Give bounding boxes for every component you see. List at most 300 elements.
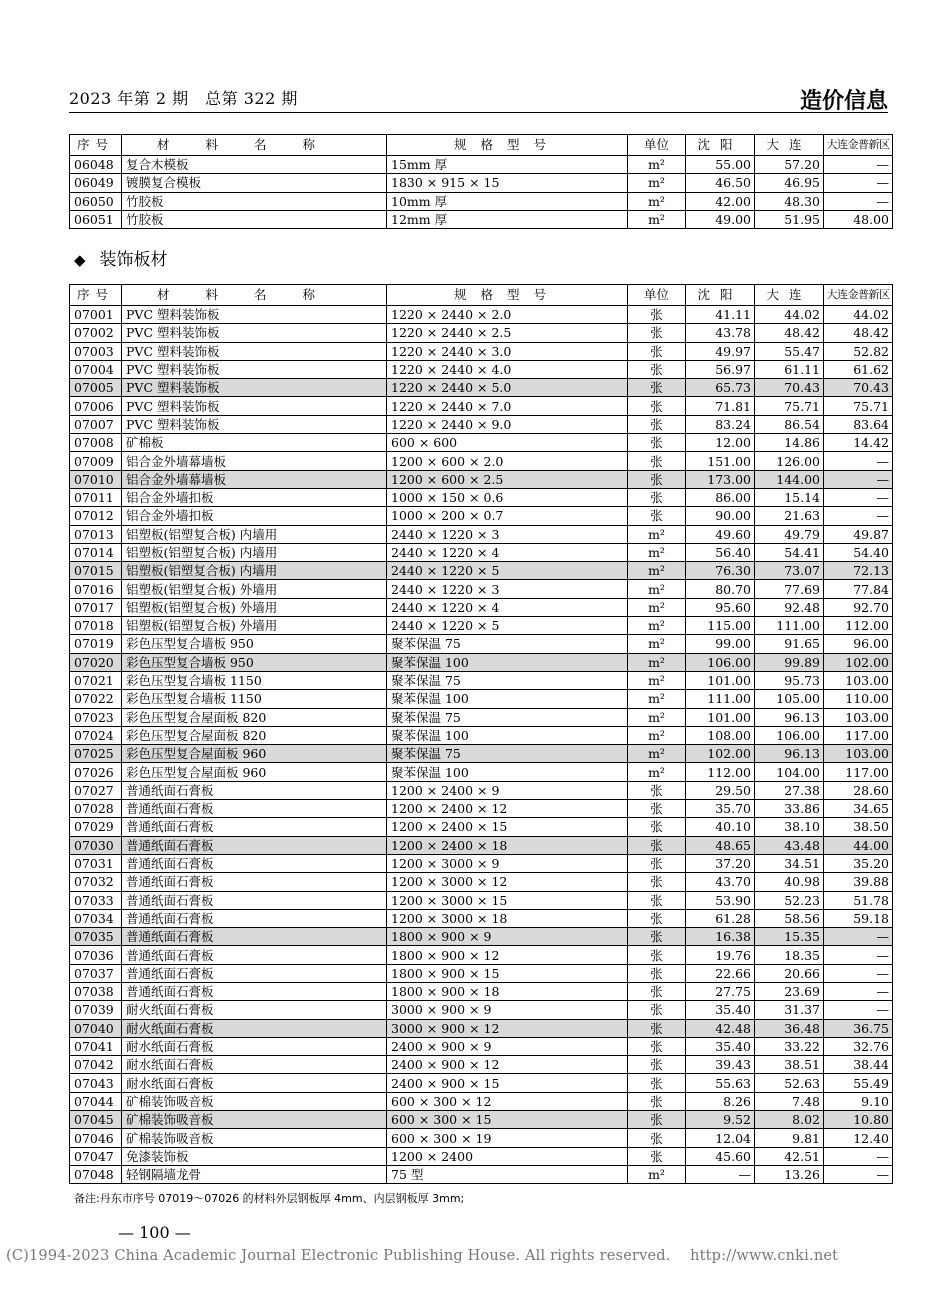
cell-spec: 1800 × 900 × 12 xyxy=(387,946,628,964)
cell-name: 铝塑板(铝塑复合板) 内墙用 xyxy=(122,562,387,580)
cell-dalian: 40.98 xyxy=(755,873,824,891)
cell-jinpu: 44.00 xyxy=(824,836,893,854)
cell-code: 07042 xyxy=(70,1056,122,1074)
cell-unit: 张 xyxy=(628,873,686,891)
table-row xyxy=(70,1111,893,1129)
cell-jinpu: — xyxy=(824,488,893,506)
cell-shenyang: 43.70 xyxy=(686,873,755,891)
cell-shenyang: 37.20 xyxy=(686,854,755,872)
cell-unit: 张 xyxy=(628,1019,686,1037)
cell-unit: 张 xyxy=(628,488,686,506)
cell-jinpu: 102.00 xyxy=(824,653,893,671)
cell-spec: 2440 × 1220 × 3 xyxy=(387,525,628,543)
cell-name: 复合木模板 xyxy=(122,156,387,174)
cell-dalian: 33.86 xyxy=(755,800,824,818)
table-row xyxy=(70,598,893,616)
cell-spec: 1220 × 2440 × 7.0 xyxy=(387,397,628,415)
cell-jinpu: 49.87 xyxy=(824,525,893,543)
cell-code: 07015 xyxy=(70,562,122,580)
cell-jinpu: 61.62 xyxy=(824,360,893,378)
cell-shenyang: 80.70 xyxy=(686,580,755,598)
cell-jinpu: 39.88 xyxy=(824,873,893,891)
cell-shenyang: 111.00 xyxy=(686,690,755,708)
header-rule xyxy=(69,112,888,113)
table-row xyxy=(70,836,893,854)
cell-unit: 张 xyxy=(628,452,686,470)
cell-shenyang: 16.38 xyxy=(686,928,755,946)
cell-shenyang: 56.40 xyxy=(686,543,755,561)
cell-unit: m² xyxy=(628,653,686,671)
cell-dalian: 57.20 xyxy=(755,156,824,174)
table-row xyxy=(70,964,893,982)
table-row xyxy=(70,653,893,671)
cell-jinpu: 28.60 xyxy=(824,781,893,799)
cell-unit: 张 xyxy=(628,1056,686,1074)
cell-shenyang: 45.60 xyxy=(686,1147,755,1165)
cell-spec: 600 × 300 × 19 xyxy=(387,1129,628,1147)
cell-unit: 张 xyxy=(628,781,686,799)
cell-jinpu: — xyxy=(824,928,893,946)
cell-name: 竹胶板 xyxy=(122,210,387,228)
cell-unit: 张 xyxy=(628,470,686,488)
cell-dalian: 27.38 xyxy=(755,781,824,799)
cell-unit: m² xyxy=(628,562,686,580)
cell-code: 07010 xyxy=(70,470,122,488)
col-header-spec: 规格型号 xyxy=(387,135,628,156)
cell-code: 07048 xyxy=(70,1165,122,1183)
table-row xyxy=(70,1147,893,1165)
cell-dalian: 111.00 xyxy=(755,617,824,635)
table-row xyxy=(70,891,893,909)
cell-unit: m² xyxy=(628,671,686,689)
cell-spec: 2400 × 900 × 9 xyxy=(387,1037,628,1055)
cell-name: 铝合金外墙扣板 xyxy=(122,507,387,525)
table-row xyxy=(70,507,893,525)
cell-shenyang: 35.70 xyxy=(686,800,755,818)
copyright-notice: (C)1994-2023 China Academic Journal Electronic Publishing House. All rights reserved. http://www.cnki.net xyxy=(6,1248,839,1264)
cell-jinpu: — xyxy=(824,156,893,174)
diamond-icon: ◆ xyxy=(74,251,86,269)
cell-shenyang: 83.24 xyxy=(686,415,755,433)
cell-name: 普通纸面石膏板 xyxy=(122,928,387,946)
cell-unit: 张 xyxy=(628,342,686,360)
cell-dalian: 7.48 xyxy=(755,1092,824,1110)
table-row xyxy=(70,671,893,689)
cell-dalian: 15.35 xyxy=(755,928,824,946)
col-header-spec: 规格型号 xyxy=(387,285,628,306)
cell-jinpu: 44.02 xyxy=(824,306,893,324)
cell-shenyang: 42.00 xyxy=(686,192,755,210)
cell-jinpu: — xyxy=(824,452,893,470)
cell-shenyang: 53.90 xyxy=(686,891,755,909)
cell-spec: 聚苯保温 75 xyxy=(387,635,628,653)
cell-spec: 2440 × 1220 × 4 xyxy=(387,543,628,561)
cell-shenyang: 35.40 xyxy=(686,1037,755,1055)
table-header-row xyxy=(70,135,893,156)
cell-spec: 聚苯保温 75 xyxy=(387,671,628,689)
cell-name: 铝塑板(铝塑复合板) 外墙用 xyxy=(122,598,387,616)
cell-unit: 张 xyxy=(628,397,686,415)
cell-code: 07025 xyxy=(70,745,122,763)
cell-code: 07040 xyxy=(70,1019,122,1037)
cell-name: 铝合金外墙扣板 xyxy=(122,488,387,506)
cell-shenyang: 76.30 xyxy=(686,562,755,580)
cell-shenyang: 56.97 xyxy=(686,360,755,378)
cell-jinpu: 48.00 xyxy=(824,210,893,228)
cell-shenyang: 95.60 xyxy=(686,598,755,616)
table-row xyxy=(70,1074,893,1092)
table-row xyxy=(70,174,893,192)
table-row xyxy=(70,763,893,781)
table-row xyxy=(70,745,893,763)
cell-jinpu: 10.80 xyxy=(824,1111,893,1129)
cell-name: 普通纸面石膏板 xyxy=(122,854,387,872)
cell-name: PVC 塑料装饰板 xyxy=(122,360,387,378)
cell-dalian: 42.51 xyxy=(755,1147,824,1165)
cell-spec: 1220 × 2440 × 4.0 xyxy=(387,360,628,378)
cell-unit: 张 xyxy=(628,306,686,324)
cell-code: 07032 xyxy=(70,873,122,891)
cell-name: 铝塑板(铝塑复合板) 内墙用 xyxy=(122,543,387,561)
table-row xyxy=(70,946,893,964)
cell-unit: 张 xyxy=(628,891,686,909)
cell-dalian: 46.95 xyxy=(755,174,824,192)
cell-jinpu: 34.65 xyxy=(824,800,893,818)
cell-name: 铝塑板(铝塑复合板) 外墙用 xyxy=(122,617,387,635)
cell-shenyang: 48.65 xyxy=(686,836,755,854)
table-row xyxy=(70,1165,893,1183)
table-row xyxy=(70,800,893,818)
cell-shenyang: 151.00 xyxy=(686,452,755,470)
cell-code: 07019 xyxy=(70,635,122,653)
cell-code: 07023 xyxy=(70,708,122,726)
cell-jinpu: 110.00 xyxy=(824,690,893,708)
table-row xyxy=(70,452,893,470)
cell-code: 06051 xyxy=(70,210,122,228)
cell-unit: m² xyxy=(628,708,686,726)
journal-title: 造价信息 xyxy=(799,89,888,114)
cell-spec: 1200 × 3000 × 15 xyxy=(387,891,628,909)
table-row xyxy=(70,690,893,708)
cell-unit: 张 xyxy=(628,1147,686,1165)
cell-code: 07029 xyxy=(70,818,122,836)
cell-spec: 1200 × 600 × 2.0 xyxy=(387,452,628,470)
cell-name: 竹胶板 xyxy=(122,192,387,210)
table-row xyxy=(70,928,893,946)
col-header-shenyang: 沈阳 xyxy=(686,135,755,156)
cell-shenyang: 49.97 xyxy=(686,342,755,360)
cell-dalian: 13.26 xyxy=(755,1165,824,1183)
cell-unit: 张 xyxy=(628,964,686,982)
cell-shenyang: 106.00 xyxy=(686,653,755,671)
cell-jinpu: 92.70 xyxy=(824,598,893,616)
cell-shenyang: 61.28 xyxy=(686,909,755,927)
cell-jinpu: — xyxy=(824,1165,893,1183)
cell-jinpu: 52.82 xyxy=(824,342,893,360)
cell-dalian: 73.07 xyxy=(755,562,824,580)
cell-jinpu: 112.00 xyxy=(824,617,893,635)
cell-code: 07006 xyxy=(70,397,122,415)
cell-shenyang: 19.76 xyxy=(686,946,755,964)
cell-jinpu: — xyxy=(824,1001,893,1019)
cell-name: 普通纸面石膏板 xyxy=(122,964,387,982)
cell-name: 耐火纸面石膏板 xyxy=(122,1019,387,1037)
cell-spec: 聚苯保温 75 xyxy=(387,745,628,763)
cell-spec: 1220 × 2440 × 9.0 xyxy=(387,415,628,433)
cell-spec: 12mm 厚 xyxy=(387,210,628,228)
cell-dalian: 86.54 xyxy=(755,415,824,433)
cell-jinpu: — xyxy=(824,174,893,192)
cell-jinpu: 38.50 xyxy=(824,818,893,836)
cell-spec: 1200 × 3000 × 12 xyxy=(387,873,628,891)
footnote: 备注:丹东市序号 07019～07026 的材料外层钢板厚 4mm、内层钢板厚 3mm; xyxy=(74,1192,465,1205)
cell-name: 免漆装饰板 xyxy=(122,1147,387,1165)
cell-shenyang: 27.75 xyxy=(686,982,755,1000)
cell-unit: 张 xyxy=(628,1001,686,1019)
table-row xyxy=(70,726,893,744)
cell-dalian: 8.02 xyxy=(755,1111,824,1129)
cell-shenyang: 29.50 xyxy=(686,781,755,799)
table-row xyxy=(70,379,893,397)
table-row xyxy=(70,192,893,210)
cell-dalian: 48.42 xyxy=(755,324,824,342)
cell-unit: 张 xyxy=(628,800,686,818)
cell-unit: m² xyxy=(628,1165,686,1183)
cell-unit: m² xyxy=(628,690,686,708)
cell-jinpu: 103.00 xyxy=(824,708,893,726)
table-row xyxy=(70,415,893,433)
cell-code: 07002 xyxy=(70,324,122,342)
table-row xyxy=(70,854,893,872)
cell-dalian: 96.13 xyxy=(755,708,824,726)
cell-shenyang: 101.00 xyxy=(686,708,755,726)
cell-spec: 1200 × 2400 × 12 xyxy=(387,800,628,818)
col-header-shenyang: 沈阳 xyxy=(686,285,755,306)
table-row xyxy=(70,635,893,653)
cell-code: 06050 xyxy=(70,192,122,210)
cell-code: 07034 xyxy=(70,909,122,927)
cell-shenyang: 42.48 xyxy=(686,1019,755,1037)
cell-dalian: 51.95 xyxy=(755,210,824,228)
cell-name: 普通纸面石膏板 xyxy=(122,800,387,818)
table-header-row xyxy=(70,285,893,306)
cell-jinpu: 70.43 xyxy=(824,379,893,397)
cell-code: 07012 xyxy=(70,507,122,525)
cell-shenyang: 86.00 xyxy=(686,488,755,506)
cell-code: 07018 xyxy=(70,617,122,635)
cell-code: 07016 xyxy=(70,580,122,598)
cell-spec: 2440 × 1220 × 5 xyxy=(387,562,628,580)
cell-code: 07024 xyxy=(70,726,122,744)
cell-shenyang: 71.81 xyxy=(686,397,755,415)
cell-unit: m² xyxy=(628,174,686,192)
cell-jinpu: 72.13 xyxy=(824,562,893,580)
table-row xyxy=(70,781,893,799)
cell-shenyang: 43.78 xyxy=(686,324,755,342)
cell-dalian: 33.22 xyxy=(755,1037,824,1055)
table-row xyxy=(70,1001,893,1019)
cell-spec: 2440 × 1220 × 5 xyxy=(387,617,628,635)
cell-dalian: 96.13 xyxy=(755,745,824,763)
table-row xyxy=(70,873,893,891)
table-row xyxy=(70,818,893,836)
cell-jinpu: 55.49 xyxy=(824,1074,893,1092)
cell-name: 普通纸面石膏板 xyxy=(122,873,387,891)
cell-code: 07007 xyxy=(70,415,122,433)
cell-jinpu: 77.84 xyxy=(824,580,893,598)
cell-shenyang: 9.52 xyxy=(686,1111,755,1129)
cell-name: PVC 塑料装饰板 xyxy=(122,324,387,342)
cell-shenyang: 35.40 xyxy=(686,1001,755,1019)
table-row xyxy=(70,306,893,324)
cell-spec: 1200 × 3000 × 9 xyxy=(387,854,628,872)
cell-dalian: 126.00 xyxy=(755,452,824,470)
cell-name: 彩色压型复合屋面板 960 xyxy=(122,763,387,781)
cell-name: 铝塑板(铝塑复合板) 外墙用 xyxy=(122,580,387,598)
cell-jinpu: — xyxy=(824,982,893,1000)
cell-code: 07035 xyxy=(70,928,122,946)
cell-dalian: 44.02 xyxy=(755,306,824,324)
cell-unit: m² xyxy=(628,635,686,653)
cell-spec: 聚苯保温 100 xyxy=(387,690,628,708)
cell-code: 07022 xyxy=(70,690,122,708)
cell-unit: 张 xyxy=(628,1111,686,1129)
cell-shenyang: 12.00 xyxy=(686,434,755,452)
table-row xyxy=(70,525,893,543)
cell-shenyang: 90.00 xyxy=(686,507,755,525)
cell-spec: 1800 × 900 × 9 xyxy=(387,928,628,946)
cell-name: PVC 塑料装饰板 xyxy=(122,342,387,360)
cell-jinpu: 14.42 xyxy=(824,434,893,452)
cell-name: 彩色压型复合墙板 950 xyxy=(122,653,387,671)
col-header-name: 材料名称 xyxy=(122,135,387,156)
cell-name: 彩色压型复合屋面板 820 xyxy=(122,726,387,744)
table-row xyxy=(70,342,893,360)
cell-shenyang: 39.43 xyxy=(686,1056,755,1074)
cell-code: 07003 xyxy=(70,342,122,360)
cell-spec: 1200 × 2400 × 15 xyxy=(387,818,628,836)
issue-info: 2023 年第 2 期 总第 322 期 xyxy=(69,89,298,108)
col-header-jinpu: 大连金普新区 xyxy=(824,285,893,306)
cell-jinpu: 103.00 xyxy=(824,745,893,763)
cell-unit: m² xyxy=(628,580,686,598)
cell-dalian: 106.00 xyxy=(755,726,824,744)
cell-unit: 张 xyxy=(628,415,686,433)
cell-spec: 1220 × 2440 × 3.0 xyxy=(387,342,628,360)
table-row xyxy=(70,434,893,452)
cell-dalian: 70.43 xyxy=(755,379,824,397)
cell-code: 07047 xyxy=(70,1147,122,1165)
col-header-unit: 单位 xyxy=(628,135,686,156)
cell-jinpu: 117.00 xyxy=(824,726,893,744)
cell-jinpu: 32.76 xyxy=(824,1037,893,1055)
table-row xyxy=(70,617,893,635)
cell-name: 普通纸面石膏板 xyxy=(122,946,387,964)
cell-dalian: 104.00 xyxy=(755,763,824,781)
cell-spec: 15mm 厚 xyxy=(387,156,628,174)
cell-dalian: 20.66 xyxy=(755,964,824,982)
cell-dalian: 49.79 xyxy=(755,525,824,543)
cell-unit: 张 xyxy=(628,946,686,964)
cell-spec: 2400 × 900 × 15 xyxy=(387,1074,628,1092)
cell-spec: 600 × 600 xyxy=(387,434,628,452)
cell-spec: 聚苯保温 100 xyxy=(387,653,628,671)
cell-shenyang: 101.00 xyxy=(686,671,755,689)
cell-dalian: 43.48 xyxy=(755,836,824,854)
cell-code: 07028 xyxy=(70,800,122,818)
cell-dalian: 31.37 xyxy=(755,1001,824,1019)
cell-spec: 1000 × 150 × 0.6 xyxy=(387,488,628,506)
cell-name: 矿棉装饰吸音板 xyxy=(122,1092,387,1110)
col-header-jinpu: 大连金普新区 xyxy=(824,135,893,156)
cell-jinpu: — xyxy=(824,1147,893,1165)
cell-name: 铝合金外墙幕墙板 xyxy=(122,452,387,470)
cell-dalian: 58.56 xyxy=(755,909,824,927)
cell-jinpu: 83.64 xyxy=(824,415,893,433)
col-header-code: 序号 xyxy=(70,285,122,306)
cell-spec: 1220 × 2440 × 2.5 xyxy=(387,324,628,342)
cell-unit: 张 xyxy=(628,818,686,836)
cell-shenyang: 46.50 xyxy=(686,174,755,192)
price-table-decorative-panels xyxy=(69,284,893,1184)
cell-dalian: 52.23 xyxy=(755,891,824,909)
cell-unit: 张 xyxy=(628,379,686,397)
col-header-unit: 单位 xyxy=(628,285,686,306)
cell-jinpu: 59.18 xyxy=(824,909,893,927)
cell-spec: 600 × 300 × 15 xyxy=(387,1111,628,1129)
cell-code: 07044 xyxy=(70,1092,122,1110)
cell-unit: m² xyxy=(628,210,686,228)
cell-code: 07005 xyxy=(70,379,122,397)
cell-name: 普通纸面石膏板 xyxy=(122,818,387,836)
cell-name: 彩色压型复合墙板 1150 xyxy=(122,690,387,708)
table-row xyxy=(70,580,893,598)
cell-spec: 3000 × 900 × 12 xyxy=(387,1019,628,1037)
cell-code: 07041 xyxy=(70,1037,122,1055)
cell-name: 耐水纸面石膏板 xyxy=(122,1037,387,1055)
cell-shenyang: 40.10 xyxy=(686,818,755,836)
cell-jinpu: 48.42 xyxy=(824,324,893,342)
cell-code: 07045 xyxy=(70,1111,122,1129)
cell-code: 07021 xyxy=(70,671,122,689)
table-row xyxy=(70,156,893,174)
cell-dalian: 15.14 xyxy=(755,488,824,506)
cell-code: 07020 xyxy=(70,653,122,671)
cell-code: 07017 xyxy=(70,598,122,616)
cell-name: 铝合金外墙幕墙板 xyxy=(122,470,387,488)
cell-jinpu: — xyxy=(824,192,893,210)
cell-code: 07011 xyxy=(70,488,122,506)
cell-spec: 1800 × 900 × 18 xyxy=(387,982,628,1000)
cell-jinpu: 12.40 xyxy=(824,1129,893,1147)
page-number: — 100 — xyxy=(118,1223,191,1242)
cell-code: 06048 xyxy=(70,156,122,174)
cell-unit: m² xyxy=(628,543,686,561)
cell-jinpu: 103.00 xyxy=(824,671,893,689)
cell-unit: 张 xyxy=(628,909,686,927)
cell-shenyang: 112.00 xyxy=(686,763,755,781)
cell-name: 普通纸面石膏板 xyxy=(122,836,387,854)
cell-dalian: 75.71 xyxy=(755,397,824,415)
cell-dalian: 48.30 xyxy=(755,192,824,210)
cell-shenyang: — xyxy=(686,1165,755,1183)
cell-name: 彩色压型复合屋面板 820 xyxy=(122,708,387,726)
cell-spec: 1200 × 600 × 2.5 xyxy=(387,470,628,488)
cell-shenyang: 12.04 xyxy=(686,1129,755,1147)
cell-unit: 张 xyxy=(628,434,686,452)
table-row xyxy=(70,1129,893,1147)
cell-spec: 75 型 xyxy=(387,1165,628,1183)
